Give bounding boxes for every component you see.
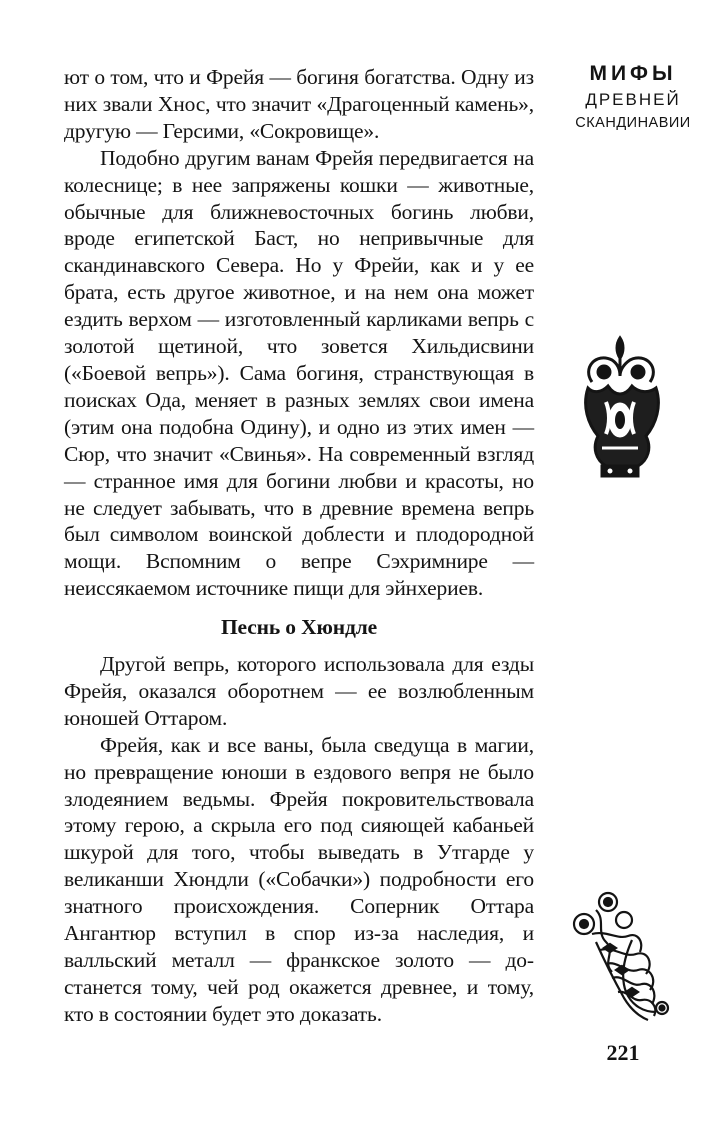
running-head-subtitle: ДРЕВНЕЙ [585,90,681,109]
running-head-subtitle-2: СКАНДИНАВИИ [575,115,691,131]
paragraph-1: ют о том, что и Фрейя — богиня богатства. Одну из них звали Хнос, что значит «Драгоценный камень», другую — Герсими, «Сокровище». [64,65,534,143]
main-text-column [64,64,534,1028]
running-head [558,60,708,134]
paragraph-3: Другой вепрь, которого использовала для езды Фрейя, оказался оборотнем — ее возлюбленным юношей Оттаром. [64,652,534,730]
section-heading: Песнь о Хюндле [220,615,378,640]
knotwork-ornament-icon [566,880,676,1030]
running-head-title: МИФЫ [589,62,677,85]
bird-brooch-ornament-icon [572,332,672,482]
page-number: 221 [606,1040,640,1065]
paragraph-2: Подобно другим ванам Фрейя передвигается на колеснице; в нее запряжены кошки — животные, обычные для ближневосточных богинь любви, вроде египетской Баст, но непривычные для скандинавского Севера. Но у Фрейи, как и у ее брата, есть другое животное, и на нем она может ездить верхом — изготовленный карликами вепрь с золотой щетиной, что зовется Хильдисвини («Боевой вепрь»). Сама богиня, странствующая в поисках Ода, меняет в разных землях свои имена (этим она подобна Одину), и одно из этих имен — Сюр, что значит «Свинья». На современный взгляд — странное имя для богини любви и красоты, но не следует забывать, что в древние времена вепрь был символом воинской доблести и плодородной мощи. Вспомним о вепре Сэхримнире — неиссякаемом источнике пищи для эйнхериев. [64,145,534,601]
paragraph-4: Фрейя, как и все ваны, была сведуща в магии, но превращение юноши в ездового вепря не было злодеянием ведьмы. Фрейя покровительствовала этому герою, а скрыла его под сияющей кабаньей шкурой для того, чтобы выведать в Утгарде у великанши Хюндли («Собачки») подробности его знатного происхождения. Соперник Оттара Ангантюр вступил в спор из-за наследия, и валльский металл — франкское золото — достанется тому, чей род окажется древнее, и тому, кто в состоянии будет это доказать. [64,732,534,1026]
